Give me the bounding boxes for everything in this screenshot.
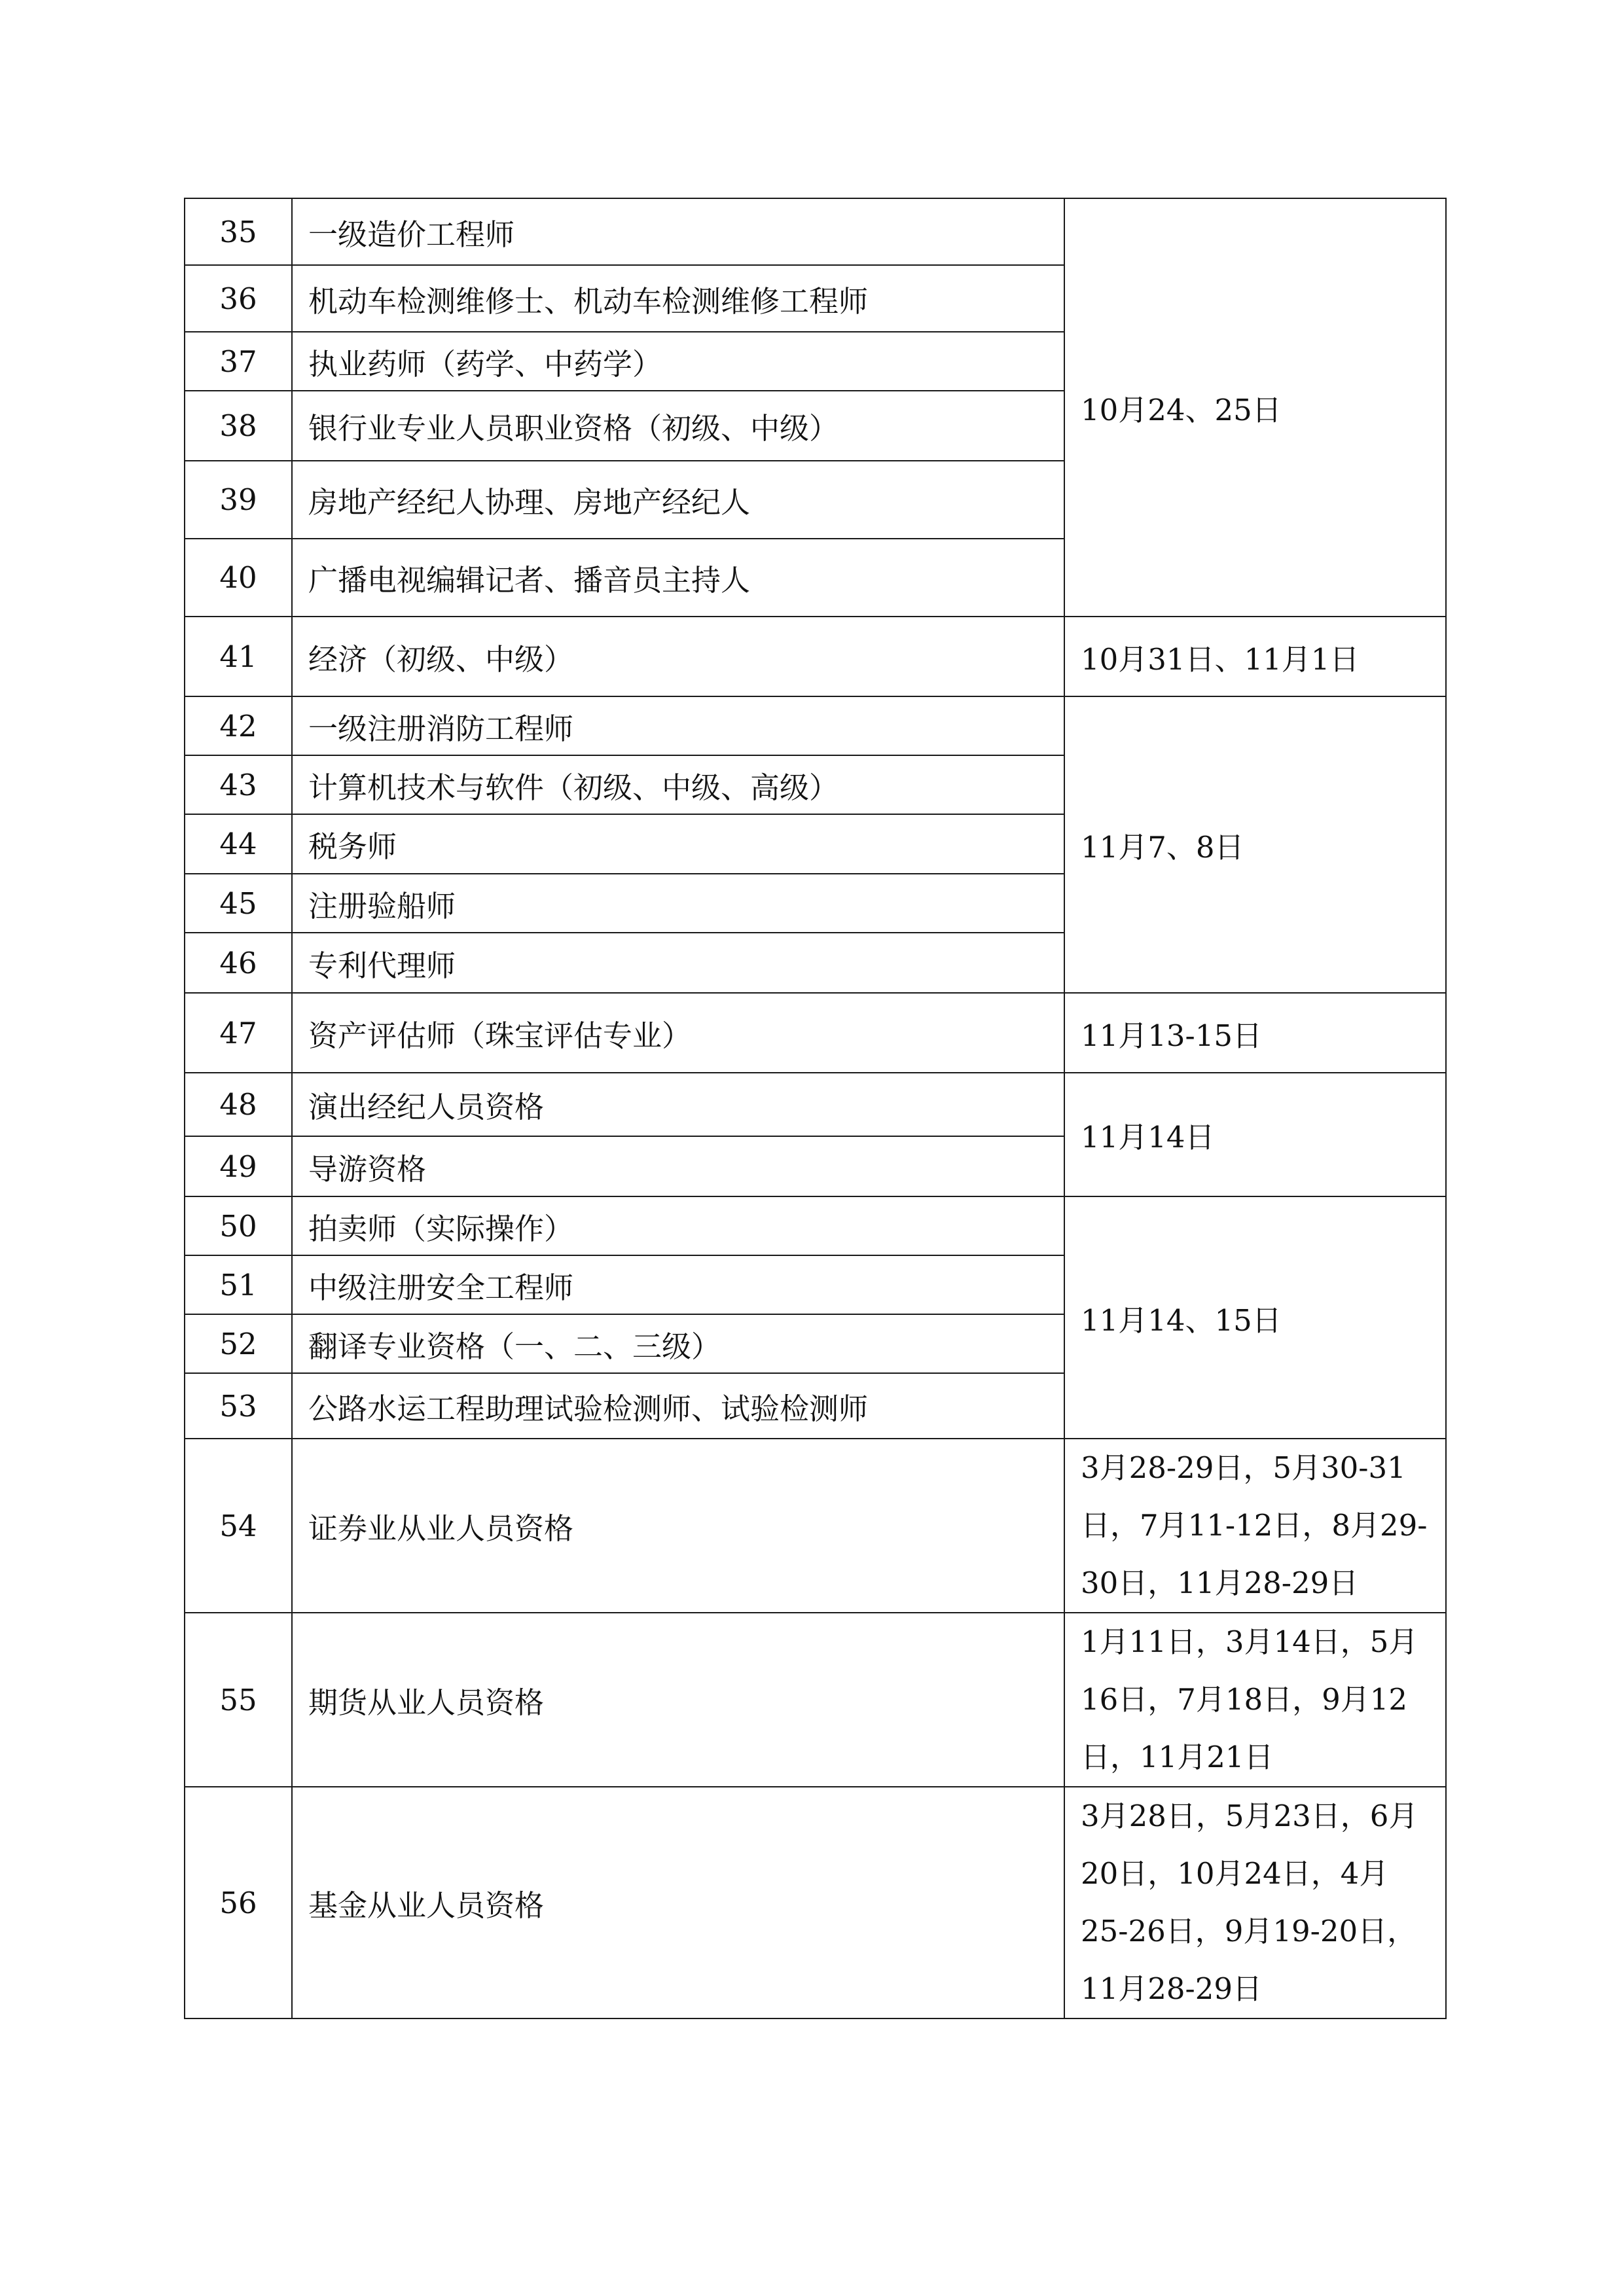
exam-date: 10月31日、11月1日 — [1064, 617, 1446, 696]
table-row — [185, 1073, 1446, 1136]
table-row — [185, 617, 1446, 696]
exam-schedule-table — [184, 198, 1447, 2019]
row-number: 55 — [185, 1613, 292, 1787]
row-number: 37 — [185, 332, 292, 391]
exam-name: 导游资格 — [292, 1136, 1064, 1196]
exam-name: 证券业从业人员资格 — [292, 1439, 1064, 1613]
exam-name: 机动车检测维修士、机动车检测维修工程师 — [292, 265, 1064, 332]
row-number: 50 — [185, 1196, 292, 1255]
exam-name: 注册验船师 — [292, 874, 1064, 933]
exam-date: 11月7、8日 — [1064, 696, 1446, 993]
exam-date: 11月14日 — [1064, 1073, 1446, 1196]
table-row — [185, 1439, 1446, 1613]
row-number: 51 — [185, 1255, 292, 1314]
row-number: 52 — [185, 1314, 292, 1373]
exam-name: 银行业专业人员职业资格（初级、中级） — [292, 391, 1064, 461]
row-number: 43 — [185, 755, 292, 814]
table-row — [185, 1787, 1446, 2018]
exam-name: 计算机技术与软件（初级、中级、高级） — [292, 755, 1064, 814]
exam-name: 一级注册消防工程师 — [292, 696, 1064, 755]
exam-date: 3月28-29日，5月30-31日，7月11-12日，8月29-30日，11月28-29日 — [1064, 1439, 1446, 1613]
row-number: 53 — [185, 1373, 292, 1439]
exam-name: 专利代理师 — [292, 933, 1064, 993]
exam-name: 资产评估师（珠宝评估专业） — [292, 993, 1064, 1073]
exam-name: 拍卖师（实际操作） — [292, 1196, 1064, 1255]
exam-name: 经济（初级、中级） — [292, 617, 1064, 696]
table-row — [185, 1613, 1446, 1787]
row-number: 46 — [185, 933, 292, 993]
row-number: 49 — [185, 1136, 292, 1196]
row-number: 41 — [185, 617, 292, 696]
exam-name: 公路水运工程助理试验检测师、试验检测师 — [292, 1373, 1064, 1439]
row-number: 56 — [185, 1787, 292, 2018]
exam-name: 基金从业人员资格 — [292, 1787, 1064, 2018]
exam-date: 3月28日，5月23日，6月20日，10月24日，4月25-26日，9月19-20日，11月28-29日 — [1064, 1787, 1446, 2018]
row-number: 47 — [185, 993, 292, 1073]
row-number: 45 — [185, 874, 292, 933]
exam-name: 房地产经纪人协理、房地产经纪人 — [292, 461, 1064, 539]
exam-name: 一级造价工程师 — [292, 198, 1064, 265]
table-row — [185, 993, 1446, 1073]
exam-date: 10月24、25日 — [1064, 198, 1446, 617]
exam-date: 11月14、15日 — [1064, 1196, 1446, 1439]
row-number: 35 — [185, 198, 292, 265]
row-number: 38 — [185, 391, 292, 461]
exam-name: 中级注册安全工程师 — [292, 1255, 1064, 1314]
row-number: 48 — [185, 1073, 292, 1136]
row-number: 40 — [185, 539, 292, 617]
exam-name: 期货从业人员资格 — [292, 1613, 1064, 1787]
table-row — [185, 198, 1446, 265]
exam-name: 执业药师（药学、中药学） — [292, 332, 1064, 391]
table-row — [185, 696, 1446, 755]
exam-date: 11月13-15日 — [1064, 993, 1446, 1073]
exam-name: 翻译专业资格（一、二、三级） — [292, 1314, 1064, 1373]
row-number: 39 — [185, 461, 292, 539]
exam-date: 1月11日，3月14日，5月16日，7月18日，9月12日，11月21日 — [1064, 1613, 1446, 1787]
row-number: 44 — [185, 814, 292, 874]
row-number: 36 — [185, 265, 292, 332]
exam-name: 演出经纪人员资格 — [292, 1073, 1064, 1136]
table-row — [185, 1196, 1446, 1255]
exam-name: 广播电视编辑记者、播音员主持人 — [292, 539, 1064, 617]
row-number: 54 — [185, 1439, 292, 1613]
row-number: 42 — [185, 696, 292, 755]
exam-name: 税务师 — [292, 814, 1064, 874]
